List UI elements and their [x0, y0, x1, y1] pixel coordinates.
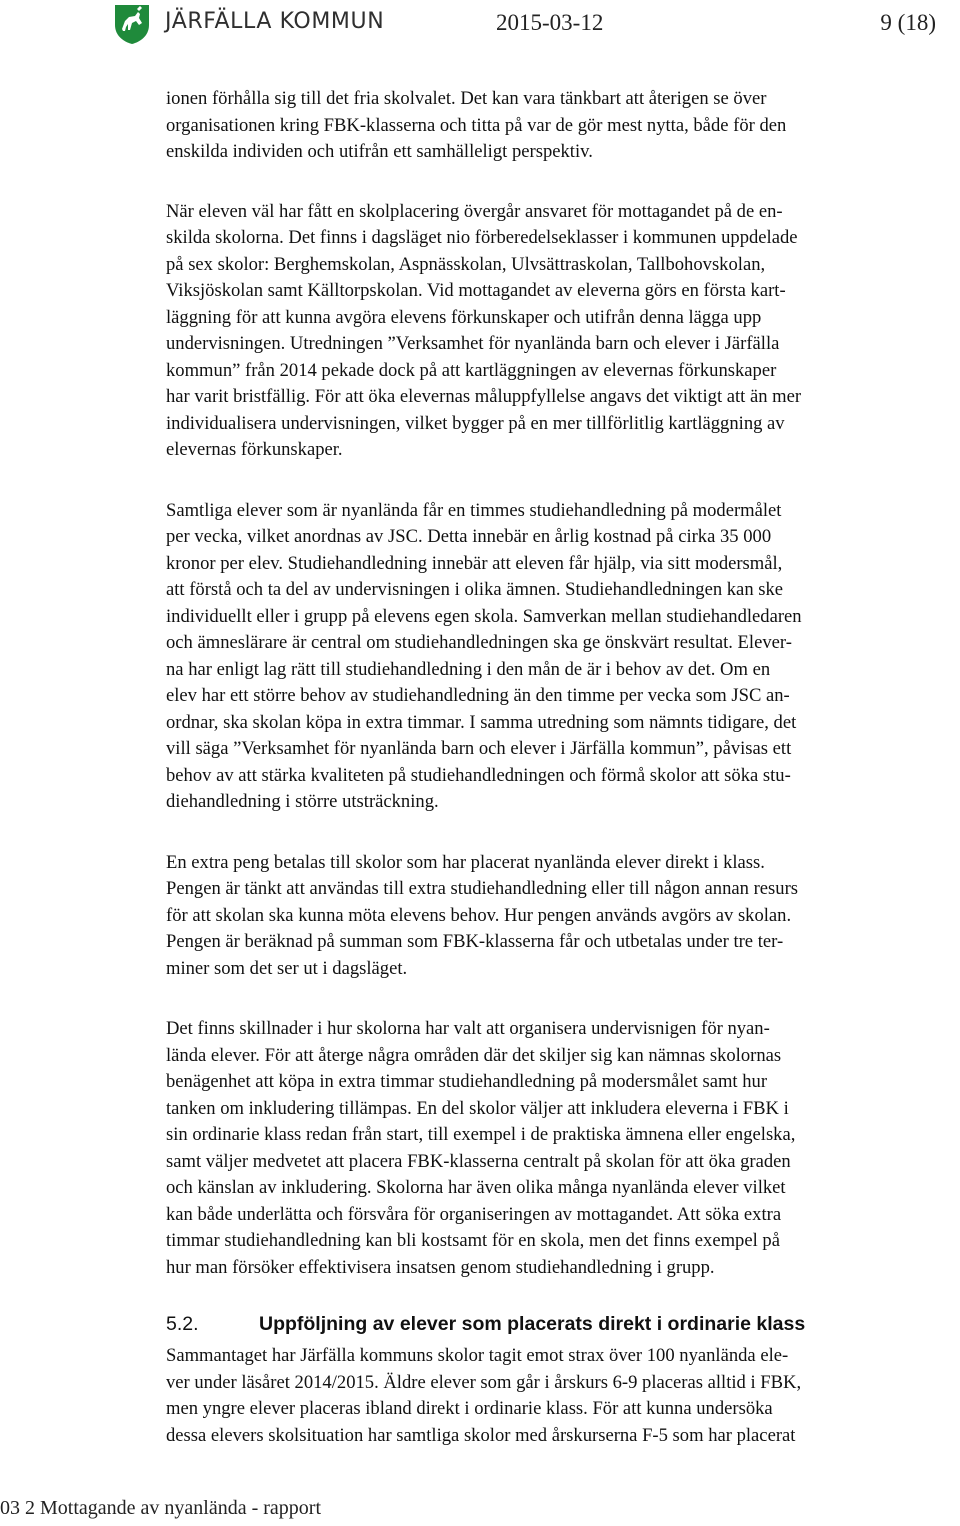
page-number: 9 (18) — [880, 10, 936, 35]
text-line: tanken om inkludering tillämpas. En del skolor väljer att inkludera eleverna i FBK i — [166, 1097, 789, 1119]
section-paragraph — [166, 1343, 960, 1449]
text-line: elevernas förkunskaper. — [166, 439, 343, 460]
text-line: samt väljer medvetet att placera FBK-klasserna centralt på skolan för att öka graden — [166, 1150, 791, 1172]
page-footer: 03 2 Mottagande av nyanlända - rapport — [0, 1497, 322, 1519]
text-line: dessa elevers skolsituation har samtliga skolor med årskurserna F-5 som har placerat — [166, 1424, 796, 1446]
text-line: Samtliga elever som är nyanlända får en timmes studiehandledning på modermålet — [166, 499, 782, 521]
text-line: Det finns skillnader i hur skolorna har valt att organisera undervisnigen för nyan- — [166, 1018, 770, 1039]
text-line: Pengen är tänkt att användas till extra studiehandledning eller till någon annan resurs — [166, 878, 798, 899]
paragraph-2 — [166, 199, 960, 464]
text-line: ordnar, ska skolan köpa in extra timmar. I samma utredning som nämnts tidigare, det — [166, 711, 797, 733]
text-line: sin ordinarie klass redan från start, till exempel i de praktiska ämnena eller engelska, — [166, 1124, 796, 1145]
section-heading — [166, 1311, 960, 1337]
text-line: vill säga ”Verksamhet för nyanlända barn och elever i Järfälla kommun”, påvisas ett — [166, 738, 792, 759]
text-line: När eleven väl har fått en skolplacering övergår ansvaret för mottagandet på de en- — [166, 200, 783, 222]
text-line: Viksjöskolan samt Källtorpskolan. Vid mottagandet av eleverna görs en första kart- — [166, 280, 786, 301]
text-line: Pengen är beräknad på summan som FBK-klasserna får och utbetalas under tre ter- — [166, 931, 784, 952]
text-line: har varit bristfällig. För att öka elevernas måluppfyllelse angavs det viktigt att än mer — [166, 386, 802, 407]
text-line: för att skolan ska kunna möta elevens behov. Hur pengen används avgörs av skolan. — [166, 904, 792, 926]
page-header — [0, 0, 960, 50]
text-line: kronor per elev. Studiehandledning innebär att eleven får hjälp, via sitt modersmål, — [166, 552, 783, 574]
text-line: enskilda individen och utifrån ett samhälleligt perspektiv. — [166, 141, 593, 162]
text-line: hur man försöker effektivisera insatsen genom studiehandledning i grupp. — [166, 1256, 715, 1278]
text-line: organisationen kring FBK-klasserna och titta på var de gör mest nytta, både för den — [166, 114, 787, 136]
section-number: 5.2. — [166, 1313, 199, 1335]
paragraph-1 — [166, 86, 960, 166]
text-line: individualisera undervisningen, vilket bygger på en mer tillförlitlig kartläggning av — [166, 412, 785, 434]
text-line: ionen förhålla sig till det fria skolvalet. Det kan vara tänkbart att återigen se över — [166, 88, 767, 109]
document-body — [166, 86, 960, 1449]
text-line: Sammantaget har Järfälla kommuns skolor tagit emot strax över 100 nyanlända ele- — [166, 1345, 789, 1366]
text-line: na har enligt lag rätt till studiehandledning i den mån de är i behov av det. Om en — [166, 658, 771, 680]
text-line: på sex skolor: Berghemskolan, Aspnässkolan, Ulvsättraskolan, Tallbohovskolan, — [166, 253, 766, 275]
text-line: och ämneslärare är central om studiehandledningen ska ge önskvärt resultat. Elever- — [166, 632, 792, 653]
text-line: skilda skolorna. Det finns i dagsläget nio förberedelseklasser i kommunen uppdelade — [166, 227, 798, 248]
text-line: per vecka, vilket anordnas av JSC. Detta innebär en årlig kostnad på cirka 35 000 — [166, 526, 772, 547]
text-line: och känslan av inkludering. Skolorna har även olika många nyanlända elever vilket — [166, 1177, 786, 1198]
text-line: timmar studiehandledning kan bli kostsamt för en skola, men det finns exempel på — [166, 1230, 780, 1251]
text-line: kommun” från 2014 pekade dock på att kartläggningen av elevernas förkunskaper — [166, 359, 777, 381]
text-line: miner som det ser ut i dagsläget. — [166, 957, 408, 979]
logo-text: JÄRFÄLLA KOMMUN — [165, 9, 385, 34]
text-line: En extra peng betalas till skolor som har placerat nyanlända elever direkt i klass. — [166, 851, 765, 873]
text-line: ver under läsåret 2014/2015. Äldre elever som går i årskurs 6-9 placeras alltid i FBK, — [166, 1371, 802, 1393]
text-line: behov av att stärka kvaliteten på studiehandledningen och förmå skolor att söka stu- — [166, 764, 791, 786]
text-line: elev har ett större behov av studiehandledning än den timme per vecka som JSC an- — [166, 685, 790, 706]
text-line: lända elever. För att återge några områden där det skiljer sig kan nämnas skolornas — [166, 1044, 782, 1066]
paragraph-4 — [166, 850, 960, 983]
text-line: benägenhet att köpa in extra timmar studiehandledning på modersmålet samt hur — [166, 1071, 768, 1092]
text-line: individuellt eller i grupp på elevens egen skola. Samverkan mellan studiehandledaren — [166, 605, 802, 627]
jarfalla-coat-of-arms-icon — [113, 3, 151, 45]
text-line: undervisningen. Utredningen ”Verksamhet för nyanlända barn och elever i Järfälla — [166, 333, 780, 354]
text-line: kan både underlätta och försvåra för organiseringen av mottagandet. Att söka extra — [166, 1203, 782, 1225]
paragraph-5 — [166, 1016, 960, 1281]
text-line: diehandledning i större utsträckning. — [166, 791, 439, 812]
paragraph-3 — [166, 498, 960, 816]
text-line: men yngre elever placeras ibland direkt i ordinarie klass. För att kunna undersöka — [166, 1398, 773, 1419]
header-date: 2015-03-12 — [496, 10, 604, 35]
text-line: att förstå och ta del av undervisningen i olika ämnen. Studiehandledningen kan ske — [166, 579, 784, 600]
text-line: läggning för att kunna avgöra elevens förkunskaper och utifrån denna lägga upp — [166, 306, 762, 328]
section-title: Uppföljning av elever som placerats direkt i ordinarie klass — [259, 1313, 806, 1335]
